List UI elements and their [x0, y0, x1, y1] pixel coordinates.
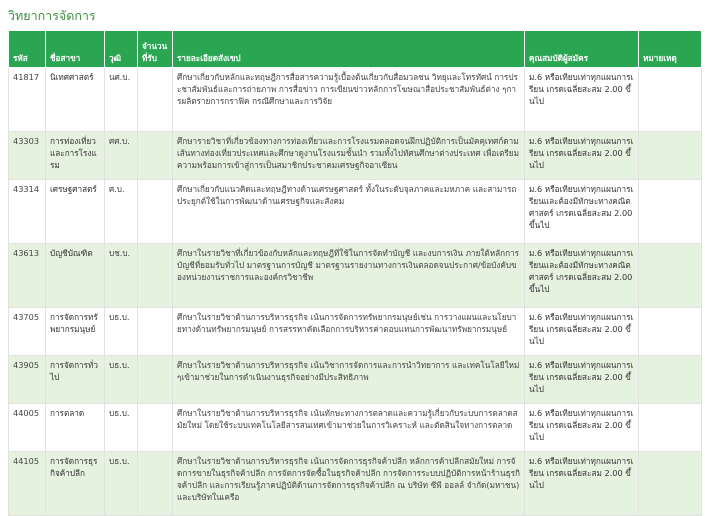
cell-name: การจัดการทั่วไป	[46, 356, 105, 404]
table-row	[9, 404, 702, 452]
cell-qualification: ม.6 หรือเทียบเท่าทุกแผนการเรียน เกรดเฉลี่ยสะสม 2.00 ขึ้นไป	[525, 132, 639, 180]
cell-note	[639, 132, 702, 180]
table-row	[9, 180, 702, 244]
cell-note	[639, 68, 702, 132]
cell-seats	[138, 404, 173, 452]
cell-seats	[138, 308, 173, 356]
cell-code: 41817	[9, 68, 46, 132]
table-row	[9, 244, 702, 308]
programs-table	[8, 30, 702, 516]
cell-code: 43613	[9, 244, 46, 308]
cell-qualification: ม.6 หรือเทียบเท่าทุกแผนการเรียน เกรดเฉลี่ยสะสม 2.00 ขึ้นไป	[525, 68, 639, 132]
cell-seats	[138, 244, 173, 308]
header-degree: วุฒิ	[105, 31, 138, 68]
cell-note	[639, 356, 702, 404]
header-seats: จำนวนที่รับ	[138, 31, 173, 68]
cell-degree: นศ.บ.	[105, 68, 138, 132]
cell-code: 43905	[9, 356, 46, 404]
table-row	[9, 452, 702, 516]
cell-description: ศึกษาในรายวิชาด้านการบริหารธุรกิจ เน้นการจัดการทรัพยากรมนุษย์เช่น การวางแผนและนโยบายทางด้านทรัพยากรมนุษย์ การสรรหาคัดเลือกการบริหารค่าตอบแทนการพัฒนาทรัพยากรมนุษย์	[173, 308, 525, 356]
cell-description: ศึกษาในรายวิชาด้านการบริหารธุรกิจ เน้นทักษะทางการตลาดและความรู้เกี่ยวกับระบบการตลาดสมัยใหม่ โดยใช้ระบบเทคโนโลยีสารสนเทศเข้ามาช่วยในการวิเคราะห์ และตัดสินใจทางการตลาด	[173, 404, 525, 452]
header-note: หมายเหตุ	[639, 31, 702, 68]
cell-qualification: ม.6 หรือเทียบเท่าทุกแผนการเรียนและต้องมีทักษะทางคณิตศาสตร์ เกรดเฉลี่ยสะสม 2.00 ขึ้นไป	[525, 244, 639, 308]
cell-note	[639, 404, 702, 452]
table-header-row	[9, 31, 702, 68]
page-title: วิทยาการจัดการ	[8, 8, 96, 23]
cell-qualification: ม.6 หรือเทียบเท่าทุกแผนการเรียน เกรดเฉลี่ยสะสม 2.00 ขึ้นไป	[525, 308, 639, 356]
cell-name: การจัดการธุรกิจค้าปลีก	[46, 452, 105, 516]
cell-name: การท่องเที่ยวและการโรงแรม	[46, 132, 105, 180]
cell-seats	[138, 356, 173, 404]
cell-qualification: ม.6 หรือเทียบเท่าทุกแผนการเรียนและต้องมีทักษะทางคณิตศาสตร์ เกรดเฉลี่ยสะสม 2.00 ขึ้นไป	[525, 180, 639, 244]
cell-degree: บธ.บ.	[105, 404, 138, 452]
header-description: รายละเอียดสังเขป	[173, 31, 525, 68]
table-row	[9, 68, 702, 132]
cell-note	[639, 452, 702, 516]
cell-degree: บธ.บ.	[105, 452, 138, 516]
cell-seats	[138, 68, 173, 132]
cell-qualification: ม.6 หรือเทียบเท่าทุกแผนการเรียน เกรดเฉลี่ยสะสม 2.00 ขึ้นไป	[525, 356, 639, 404]
cell-note	[639, 244, 702, 308]
cell-description: ศึกษาเกี่ยวกับหลักและทฤษฎีการสื่อสารความรู้เบื้องต้นเกี่ยวกับสื่อมวลชน วิทยุและโทรทัศน์ การประชาสัมพันธ์และการถ่ายภาพ การสื่อข่าว การเขียนข่าวหลักการโฆษณาสื่อประชาสัมพันธ์ต่าง ๆการผลิตรายการกราฟิค กรณีศึกษาและการวิจัย	[173, 68, 525, 132]
cell-seats	[138, 132, 173, 180]
header-qualification: คุณสมบัติผู้สมัคร	[525, 31, 639, 68]
cell-name: บัญชีบัณฑิต	[46, 244, 105, 308]
cell-code: 43705	[9, 308, 46, 356]
cell-degree: บธ.บ.	[105, 356, 138, 404]
table-row	[9, 308, 702, 356]
cell-code: 43314	[9, 180, 46, 244]
cell-code: 44005	[9, 404, 46, 452]
cell-degree: ศศ.บ.	[105, 132, 138, 180]
cell-degree: ศ.บ.	[105, 180, 138, 244]
cell-description: ศึกษาในรายวิชาด้านการบริหารธุรกิจ เน้นวิชาการจัดการและการนำวิทยาการ และเทคโนโลยีใหม่ ๆเข้ามาช่วยในการดำเนินงานธุรกิจอย่างมีประสิทธิภาพ	[173, 356, 525, 404]
cell-seats	[138, 180, 173, 244]
cell-description: ศึกษาในรายวิชาที่เกี่ยวข้องกับหลักและทฤษฎีที่ใช้ในการจัดทำบัญชี และงบการเงิน ภายใต้หลักการบัญชีที่ยอมรับทั่วไป มาตรฐานการบัญชี มาตรฐานรายงานทางการเงินตลอดจนประกาศ/ข้อบังคับของหน่วยงานราชการและองค์กรวิชาชีพ	[173, 244, 525, 308]
cell-description: ศึกษาในรายวิชาด้านการบริหารธุรกิจ เน้นการจัดการธุรกิจค้าปลีก หลักการค้าปลีกสมัยใหม่ การจัดการขายในธุรกิจค้าปลีก การจัดการจัดซื้อในธุรกิจค้าปลีก การจัดการระบบปฏิบัติการหน้าร้านธุรกิจค้าปลีก และการเรียนรู้ภาคปฏิบัติด้านการจัดการธุรกิจค้าปลีก ณ บริษัท ซีพี ออลล์ จำกัด(มหาชน) และบริษัทในเครือ	[173, 452, 525, 516]
cell-name: การตลาด	[46, 404, 105, 452]
cell-description: ศึกษารายวิชาที่เกี่ยวข้องทางการท่องเที่ยวและการโรงแรมตลอดจนฝึกปฏิบัติการเป็นมัคคุเทศก์ตามเส้นทางท่องเที่ยวประเทศและศึกษาดูงานโรงแรมชั้นนำ รวมทั้งไปทัศนศึกษาต่างประเทศ เพื่อเตรียมความพร้อมการเข้าสู่การเป็นสมาชิกประชาคมเศรษฐกิจอาเซียน	[173, 132, 525, 180]
table-row	[9, 132, 702, 180]
cell-code: 43303	[9, 132, 46, 180]
cell-code: 44105	[9, 452, 46, 516]
cell-name: นิเทศศาสตร์	[46, 68, 105, 132]
cell-description: ศึกษาเกี่ยวกับแนวคิดและทฤษฎีทางด้านเศรษฐศาสตร์ ทั้งในระดับจุลภาคและมหภาค และสามารถประยุกต์ใช้ในการพัฒนาด้านเศรษฐกิจและสังคม	[173, 180, 525, 244]
cell-degree: บช.บ.	[105, 244, 138, 308]
table-row	[9, 356, 702, 404]
cell-seats	[138, 452, 173, 516]
cell-note	[639, 180, 702, 244]
cell-degree: บธ.บ.	[105, 308, 138, 356]
cell-name: เศรษฐศาสตร์	[46, 180, 105, 244]
cell-qualification: ม.6 หรือเทียบเท่าทุกแผนการเรียน เกรดเฉลี่ยสะสม 2.00 ขึ้นไป	[525, 404, 639, 452]
cell-name: การจัดการทรัพยากรมนุษย์	[46, 308, 105, 356]
cell-qualification: ม.6 หรือเทียบเท่าทุกแผนการเรียน เกรดเฉลี่ยสะสม 2.00 ขึ้นไป	[525, 452, 639, 516]
header-code: รหัส	[9, 31, 46, 68]
cell-note	[639, 308, 702, 356]
header-name: ชื่อสาขา	[46, 31, 105, 68]
